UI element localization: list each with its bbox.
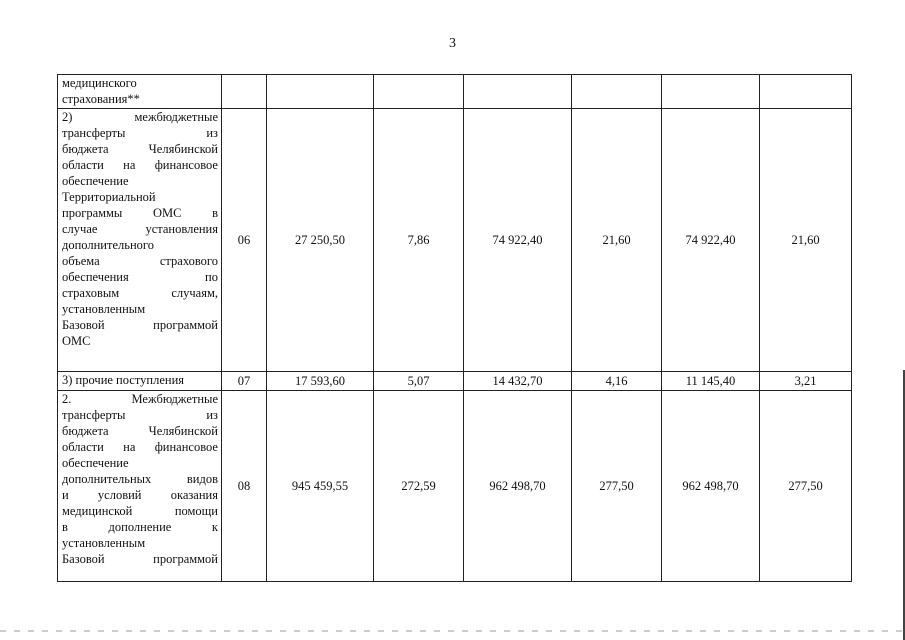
value-cell: 21,60	[572, 109, 662, 372]
description-line: дополнительного	[62, 238, 154, 252]
value-cell	[572, 75, 662, 109]
description-line: обеспечения по	[62, 270, 218, 284]
description-line: 2) межбюджетные	[62, 110, 218, 124]
description-line: медицинской помощи	[62, 504, 218, 518]
value-cell: 14 432,70	[464, 372, 572, 391]
description-line: Базовой программой	[62, 552, 218, 566]
description-line: страховым случаям,	[62, 286, 218, 300]
row-description	[58, 391, 222, 582]
value-cell: 962 498,70	[464, 391, 572, 582]
row-description	[58, 109, 222, 372]
value-cell: 21,60	[760, 109, 852, 372]
value-cell: 4,16	[572, 372, 662, 391]
table-row	[58, 75, 852, 109]
description-line: ОМС	[62, 334, 91, 348]
value-cell	[760, 75, 852, 109]
table-row	[58, 109, 852, 372]
value-cell: 17 593,60	[267, 372, 374, 391]
description-line: трансферты из	[62, 408, 218, 422]
value-cell	[374, 75, 464, 109]
value-cell: 945 459,55	[267, 391, 374, 582]
description-line: объема страхового	[62, 254, 218, 268]
description-line: в дополнение к	[62, 520, 218, 534]
row-code	[222, 75, 267, 109]
page-number: 3	[449, 36, 456, 51]
value-cell: 3,21	[760, 372, 852, 391]
row-code: 08	[222, 391, 267, 582]
value-cell: 272,59	[374, 391, 464, 582]
budget-table	[57, 74, 852, 582]
description-line: бюджета Челябинской	[62, 142, 218, 156]
value-cell	[267, 75, 374, 109]
value-cell: 74 922,40	[662, 109, 760, 372]
value-cell: 962 498,70	[662, 391, 760, 582]
description-line: программы ОМС в	[62, 206, 218, 220]
description-line: случае установления	[62, 222, 218, 236]
value-cell: 277,50	[572, 391, 662, 582]
description-line: медицинского	[62, 76, 137, 90]
value-cell: 5,07	[374, 372, 464, 391]
description-line: дополнительных видов	[62, 472, 218, 486]
description-line: 3) прочие поступления	[62, 373, 185, 387]
row-code: 07	[222, 372, 267, 391]
description-line: 2. Межбюджетные	[62, 392, 218, 406]
description-line: трансферты из	[62, 126, 218, 140]
description-line: установленным	[62, 302, 146, 316]
value-cell	[662, 75, 760, 109]
row-description	[58, 372, 222, 391]
value-cell: 74 922,40	[464, 109, 572, 372]
scan-noise	[0, 630, 905, 632]
row-code: 06	[222, 109, 267, 372]
description-line: обеспечение	[62, 456, 129, 470]
table-row	[58, 391, 852, 582]
value-cell: 11 145,40	[662, 372, 760, 391]
description-line: страхования**	[62, 92, 140, 106]
description-line: бюджета Челябинской	[62, 424, 218, 438]
value-cell: 277,50	[760, 391, 852, 582]
description-line: и условий оказания	[62, 488, 218, 502]
row-description	[58, 75, 222, 109]
table-row	[58, 372, 852, 391]
description-line: обеспечение	[62, 174, 129, 188]
description-line: Базовой программой	[62, 318, 218, 332]
description-line: области на финансовое	[62, 158, 218, 172]
value-cell: 7,86	[374, 109, 464, 372]
description-line: области на финансовое	[62, 440, 218, 454]
value-cell	[464, 75, 572, 109]
value-cell: 27 250,50	[267, 109, 374, 372]
description-line: установленным	[62, 536, 146, 550]
description-line: Территориальной	[62, 190, 156, 204]
